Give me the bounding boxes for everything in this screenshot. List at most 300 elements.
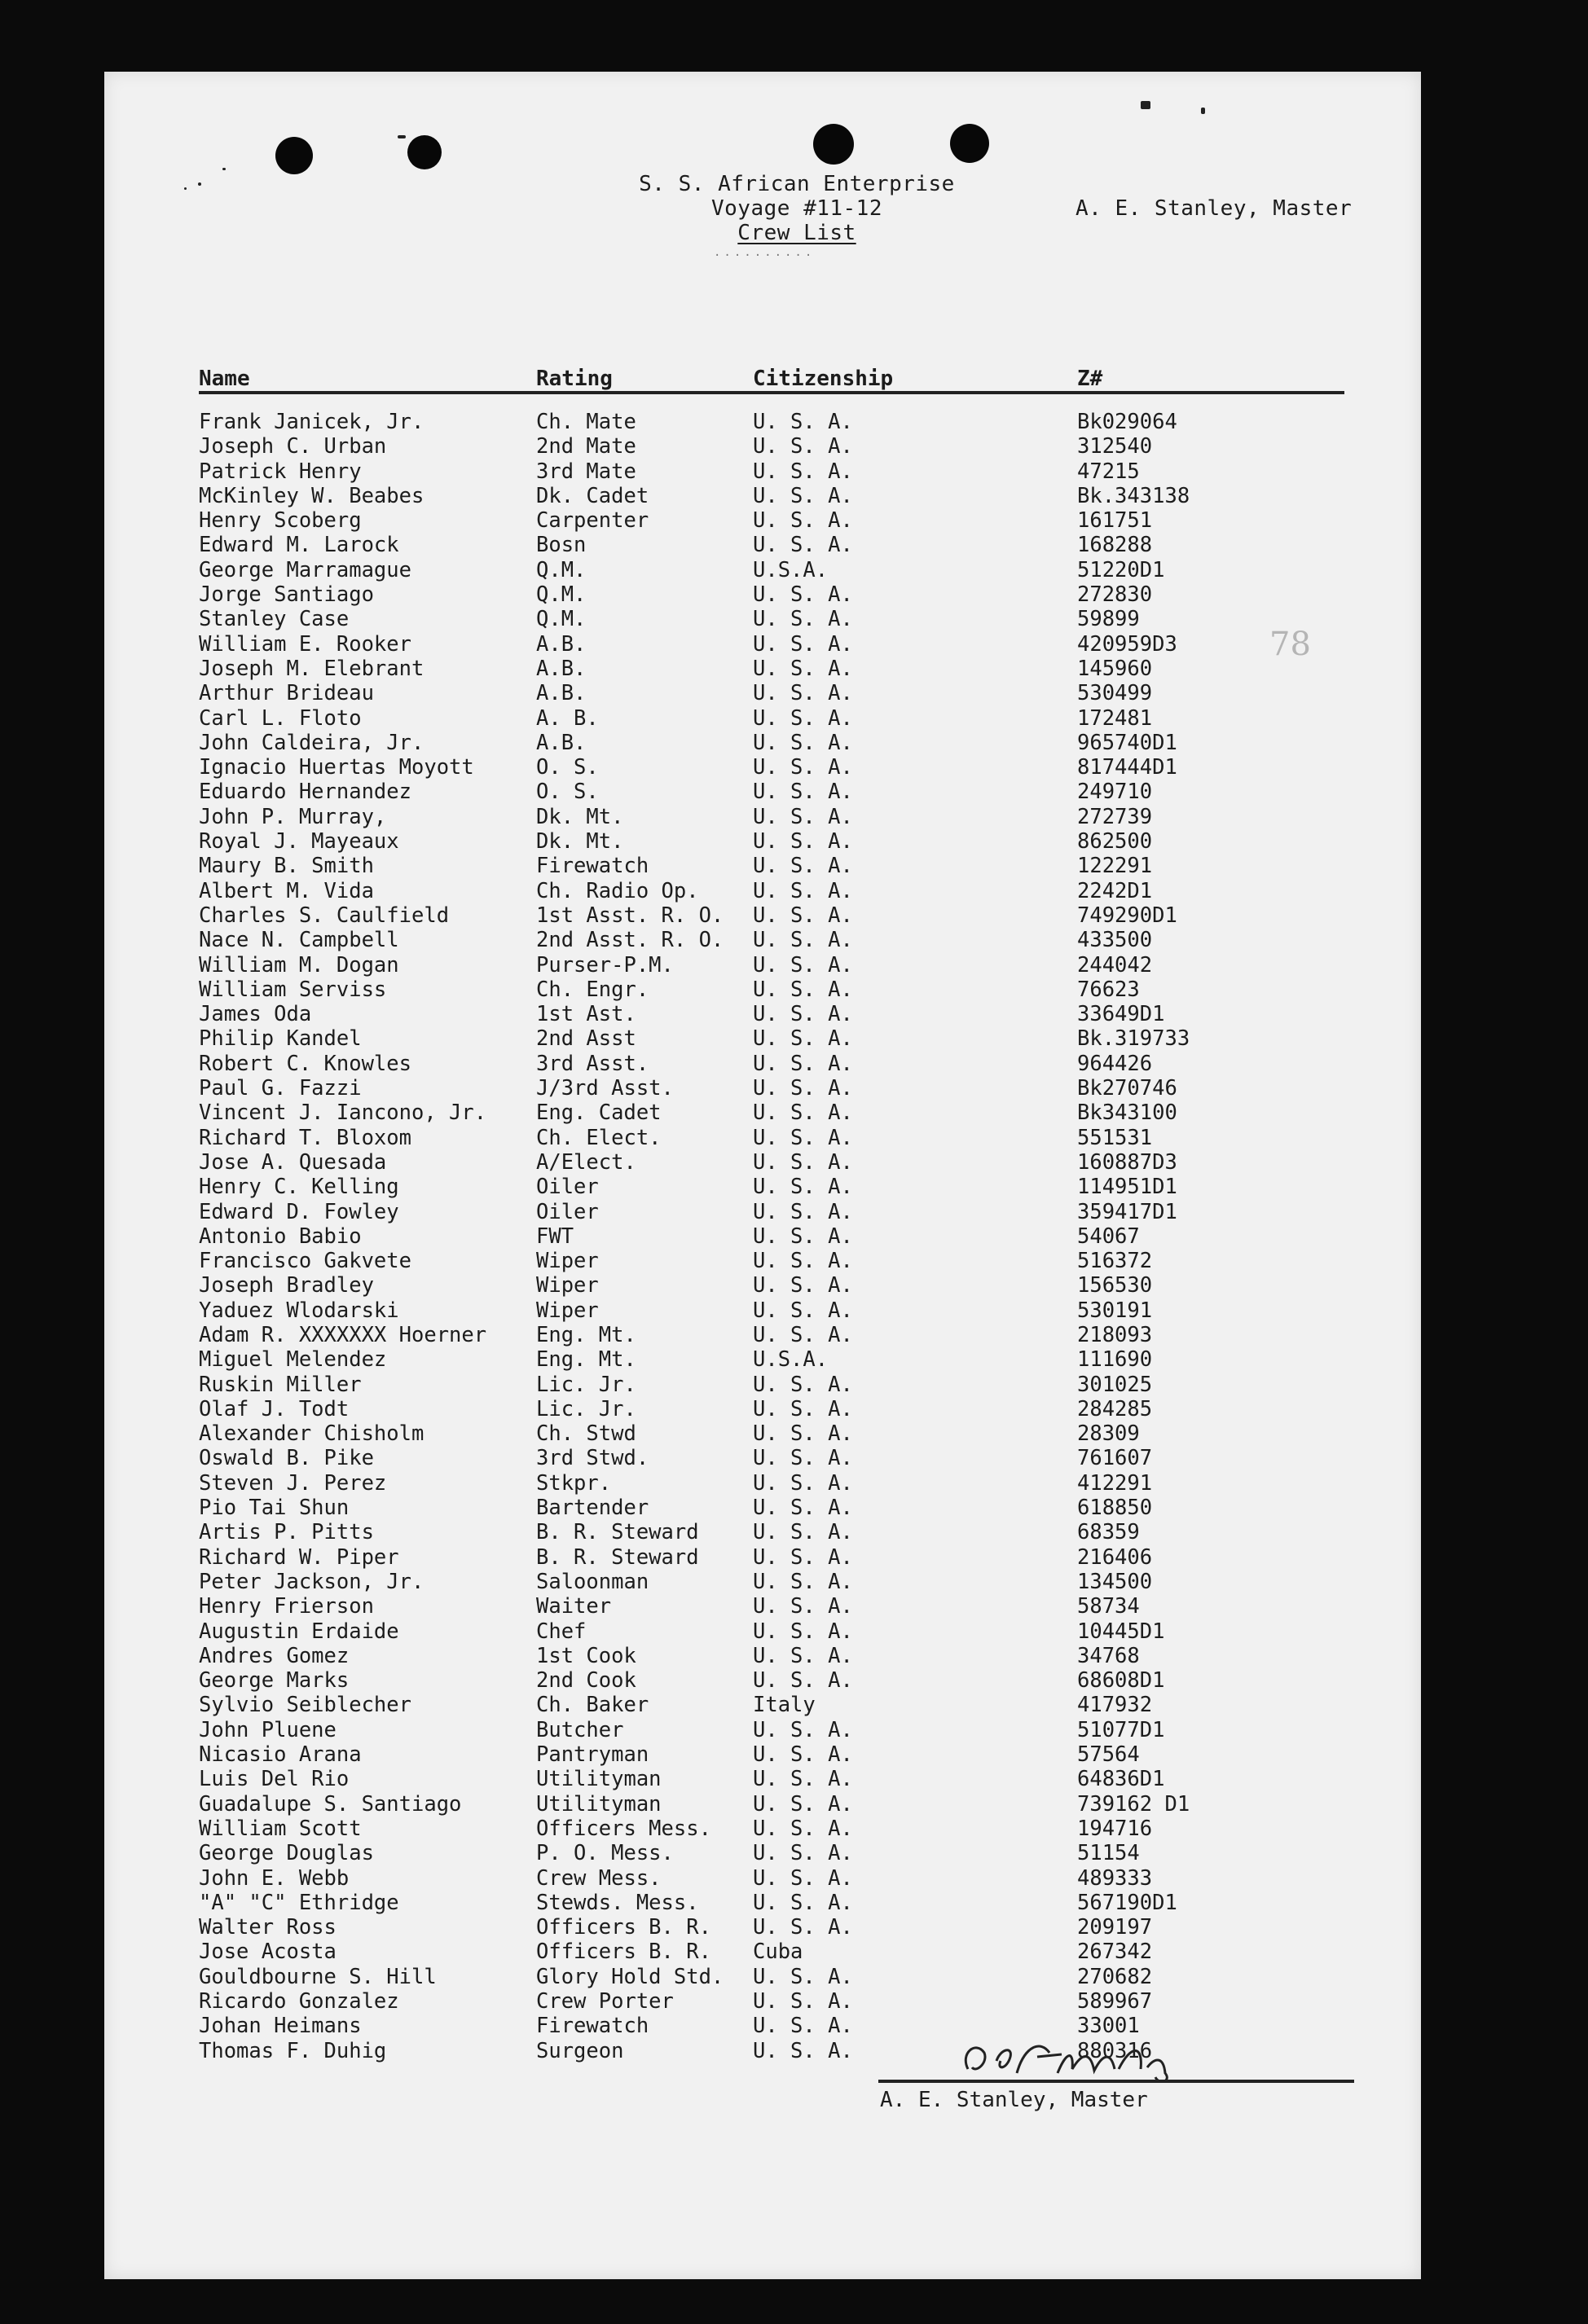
crew-name: Olaf J. Todt xyxy=(199,1396,350,1421)
crew-rating: Waiter xyxy=(536,1594,612,1619)
crew-citizenship: U. S. A. xyxy=(753,1446,853,1471)
crew-row xyxy=(199,1076,1421,1100)
crew-rating: Dk. Mt. xyxy=(536,804,624,829)
crew-row xyxy=(199,879,1421,903)
crew-z-number: 244042 xyxy=(1077,952,1153,977)
crew-rating: Dk. Cadet xyxy=(536,483,649,508)
crew-z-number: 33649D1 xyxy=(1077,1002,1165,1027)
crew-row xyxy=(199,1767,1421,1791)
crew-name: Philip Kandel xyxy=(199,1026,362,1052)
crew-rating: Ch. Radio Op. xyxy=(536,878,699,903)
crew-name: James Oda xyxy=(199,1002,312,1027)
crew-name: Carl L. Floto xyxy=(199,705,362,731)
crew-rating: A/Elect. xyxy=(536,1149,636,1175)
signature-printed-name: A. E. Stanley, Master xyxy=(880,2088,1148,2112)
crew-rating: A.B. xyxy=(536,730,587,755)
crew-z-number: Bk029064 xyxy=(1077,410,1177,434)
crew-z-number: 489333 xyxy=(1077,1865,1153,1891)
crew-row xyxy=(199,681,1421,705)
crew-rating: Officers Mess. xyxy=(536,1816,711,1841)
crew-row xyxy=(199,1026,1421,1051)
crew-z-number: 312540 xyxy=(1077,434,1153,459)
crew-citizenship: U. S. A. xyxy=(753,1396,853,1421)
crew-rating: Stkpr. xyxy=(536,1470,612,1496)
punch-hole xyxy=(813,124,854,165)
crew-row xyxy=(199,953,1421,977)
crew-row xyxy=(199,410,1421,434)
crew-rating: Q.M. xyxy=(536,582,587,608)
crew-citizenship: U. S. A. xyxy=(753,1964,853,1989)
crew-rating: Lic. Jr. xyxy=(536,1396,636,1421)
crew-citizenship: U. S. A. xyxy=(753,631,853,657)
signature-line xyxy=(878,2080,1354,2083)
crew-z-number: 57564 xyxy=(1077,1742,1140,1768)
crew-z-number: 68608D1 xyxy=(1077,1668,1165,1694)
crew-rating: Eng. Mt. xyxy=(536,1347,636,1373)
crew-rating: J/3rd Asst. xyxy=(536,1076,674,1101)
crew-row xyxy=(199,1619,1421,1644)
crew-z-number: 59899 xyxy=(1077,607,1140,632)
crew-z-number: 194716 xyxy=(1077,1816,1153,1841)
crew-z-number: 761607 xyxy=(1077,1446,1153,1471)
crew-row xyxy=(199,903,1421,928)
crew-citizenship: U. S. A. xyxy=(753,1643,853,1668)
document-page xyxy=(104,72,1421,2279)
crew-row xyxy=(199,558,1421,582)
crew-name: Pio Tai Shun xyxy=(199,1496,350,1521)
crew-citizenship: U. S. A. xyxy=(753,1496,853,1521)
crew-name: Francisco Gakvete xyxy=(199,1249,411,1274)
crew-rating: O. S. xyxy=(536,755,599,780)
crew-z-number: 145960 xyxy=(1077,656,1153,681)
crew-citizenship: U. S. A. xyxy=(753,508,853,534)
crew-z-number: 10445D1 xyxy=(1077,1619,1165,1644)
crew-name: Albert M. Vida xyxy=(199,878,374,903)
crew-name: William Scott xyxy=(199,1816,362,1841)
crew-row xyxy=(199,854,1421,878)
crew-citizenship: U. S. A. xyxy=(753,1865,853,1891)
crew-name: Jose Acosta xyxy=(199,1940,337,1965)
crew-z-number: 51077D1 xyxy=(1077,1717,1165,1742)
crew-name: Yaduez Wlodarski xyxy=(199,1298,399,1323)
crew-row xyxy=(199,928,1421,952)
crew-rating: Oiler xyxy=(536,1199,599,1224)
crew-citizenship: U. S. A. xyxy=(753,1100,853,1126)
crew-rating: 2nd Cook xyxy=(536,1668,636,1694)
crew-z-number: 359417D1 xyxy=(1077,1199,1177,1224)
crew-row xyxy=(199,1347,1421,1372)
crew-row xyxy=(199,484,1421,508)
crew-rating: Butcher xyxy=(536,1717,624,1742)
crew-row xyxy=(199,780,1421,804)
crew-citizenship: U. S. A. xyxy=(753,854,853,879)
crew-citizenship: U. S. A. xyxy=(753,656,853,681)
column-header-citizenship: Citizenship xyxy=(753,367,894,391)
crew-citizenship: U. S. A. xyxy=(753,977,853,1002)
crew-rating: B. R. Steward xyxy=(536,1520,699,1545)
header-rule xyxy=(199,391,1344,394)
crew-z-number: 964426 xyxy=(1077,1051,1153,1076)
crew-rating: Wiper xyxy=(536,1249,599,1274)
crew-row xyxy=(199,1249,1421,1273)
crew-z-number: 589967 xyxy=(1077,1989,1153,2014)
crew-rating: P. O. Mess. xyxy=(536,1841,674,1866)
crew-name: Paul G. Fazzi xyxy=(199,1076,362,1101)
crew-list xyxy=(199,410,1421,2063)
crew-citizenship: U. S. A. xyxy=(753,804,853,829)
crew-name: George Marks xyxy=(199,1668,350,1694)
crew-row xyxy=(199,1126,1421,1150)
crew-rating: 2nd Mate xyxy=(536,434,636,459)
crew-z-number: 114951D1 xyxy=(1077,1175,1177,1200)
crew-z-number: 301025 xyxy=(1077,1372,1153,1397)
crew-row xyxy=(199,1570,1421,1594)
speck xyxy=(222,168,226,170)
crew-rating: O. S. xyxy=(536,780,599,805)
crew-z-number: 58734 xyxy=(1077,1594,1140,1619)
crew-row xyxy=(199,1224,1421,1249)
decorative-dots: .......... xyxy=(714,246,816,259)
punch-hole xyxy=(275,137,313,174)
crew-name: William Serviss xyxy=(199,977,387,1002)
crew-z-number: 47215 xyxy=(1077,459,1140,484)
crew-citizenship: U. S. A. xyxy=(753,1224,853,1249)
crew-name: Ignacio Huertas Moyott xyxy=(199,755,474,780)
crew-z-number: 156530 xyxy=(1077,1273,1153,1298)
crew-rating: 1st Asst. R. O. xyxy=(536,903,724,928)
crew-citizenship: U. S. A. xyxy=(753,1890,853,1915)
crew-row xyxy=(199,1742,1421,1767)
crew-citizenship: U. S. A. xyxy=(753,1569,853,1594)
crew-row xyxy=(199,1421,1421,1446)
crew-rating: Purser-P.M. xyxy=(536,952,674,977)
voyage-number: Voyage #11-12 xyxy=(711,196,882,221)
crew-row xyxy=(199,1273,1421,1298)
crew-citizenship: U. S. A. xyxy=(753,1767,853,1792)
crew-z-number: 51220D1 xyxy=(1077,557,1165,582)
crew-citizenship: U. S. A. xyxy=(753,1322,853,1347)
crew-rating: Pantryman xyxy=(536,1742,649,1768)
crew-name: Richard W. Piper xyxy=(199,1544,399,1570)
crew-row xyxy=(199,1100,1421,1125)
crew-name: Vincent J. Iancono, Jr. xyxy=(199,1100,487,1126)
crew-name: Alexander Chisholm xyxy=(199,1421,424,1447)
crew-name: Stanley Case xyxy=(199,607,350,632)
crew-citizenship: U. S. A. xyxy=(753,1594,853,1619)
crew-z-number: 2242D1 xyxy=(1077,878,1153,903)
speck xyxy=(1201,108,1205,114)
crew-name: William M. Dogan xyxy=(199,952,399,977)
crew-rating: 3rd Asst. xyxy=(536,1051,649,1076)
crew-row xyxy=(199,582,1421,607)
crew-citizenship: U. S. A. xyxy=(753,1026,853,1052)
crew-z-number: 817444D1 xyxy=(1077,755,1177,780)
crew-citizenship: U. S. A. xyxy=(753,1175,853,1200)
crew-rating: Ch. Elect. xyxy=(536,1125,662,1150)
crew-row xyxy=(199,1693,1421,1717)
crew-name: Joseph M. Elebrant xyxy=(199,656,424,681)
crew-citizenship: Italy xyxy=(753,1693,816,1718)
crew-name: Henry C. Kelling xyxy=(199,1175,399,1200)
crew-row xyxy=(199,632,1421,657)
crew-rating: Bosn xyxy=(536,533,587,558)
crew-citizenship: U. S. A. xyxy=(753,1619,853,1644)
crew-rating: Officers B. R. xyxy=(536,1915,711,1940)
crew-citizenship: U. S. A. xyxy=(753,1717,853,1742)
crew-z-number: 420959D3 xyxy=(1077,631,1177,657)
speck xyxy=(398,135,406,138)
crew-z-number: 516372 xyxy=(1077,1249,1153,1274)
crew-citizenship: U.S.A. xyxy=(753,1347,829,1373)
crew-z-number: Bk.343138 xyxy=(1077,483,1190,508)
column-header-rating: Rating xyxy=(536,367,613,391)
crew-name: Luis Del Rio xyxy=(199,1767,350,1792)
crew-name: Guadalupe S. Santiago xyxy=(199,1791,462,1817)
crew-name: Patrick Henry xyxy=(199,459,362,484)
crew-z-number: 54067 xyxy=(1077,1224,1140,1249)
crew-z-number: 267342 xyxy=(1077,1940,1153,1965)
crew-row xyxy=(199,459,1421,484)
crew-z-number: 161751 xyxy=(1077,508,1153,534)
crew-z-number: 739162 D1 xyxy=(1077,1791,1190,1817)
crew-row xyxy=(199,829,1421,854)
crew-citizenship: U. S. A. xyxy=(753,1051,853,1076)
crew-citizenship: U. S. A. xyxy=(753,780,853,805)
crew-rating: Eng. Mt. xyxy=(536,1322,636,1347)
crew-row xyxy=(199,533,1421,557)
crew-name: John E. Webb xyxy=(199,1865,350,1891)
crew-citizenship: Cuba xyxy=(753,1940,803,1965)
crew-name: Thomas F. Duhig xyxy=(199,2038,387,2063)
crew-citizenship: U. S. A. xyxy=(753,1742,853,1768)
crew-rating: 3rd Stwd. xyxy=(536,1446,649,1471)
crew-name: Joseph C. Urban xyxy=(199,434,387,459)
crew-name: Eduardo Hernandez xyxy=(199,780,411,805)
crew-rating: Chef xyxy=(536,1619,587,1644)
crew-z-number: 168288 xyxy=(1077,533,1153,558)
crew-citizenship: U. S. A. xyxy=(753,2038,853,2063)
crew-citizenship: U. S. A. xyxy=(753,952,853,977)
crew-name: Royal J. Mayeaux xyxy=(199,829,399,854)
crew-row xyxy=(199,1668,1421,1693)
crew-row xyxy=(199,1817,1421,1841)
crew-z-number: 76623 xyxy=(1077,977,1140,1002)
column-header-z: Z# xyxy=(1077,367,1103,391)
crew-citizenship: U.S.A. xyxy=(753,557,829,582)
crew-citizenship: U. S. A. xyxy=(753,434,853,459)
crew-z-number: 172481 xyxy=(1077,705,1153,731)
punch-hole xyxy=(407,135,442,169)
crew-rating: Firewatch xyxy=(536,2014,649,2039)
crew-name: Artis P. Pitts xyxy=(199,1520,374,1545)
crew-z-number: 749290D1 xyxy=(1077,903,1177,928)
crew-z-number: 51154 xyxy=(1077,1841,1140,1866)
document-title: Crew List xyxy=(737,221,856,245)
crew-name: Arthur Brideau xyxy=(199,681,374,706)
crew-name: Joseph Bradley xyxy=(199,1273,374,1298)
crew-citizenship: U. S. A. xyxy=(753,1076,853,1101)
crew-rating: Lic. Jr. xyxy=(536,1372,636,1397)
crew-z-number: 965740D1 xyxy=(1077,730,1177,755)
crew-citizenship: U. S. A. xyxy=(753,483,853,508)
crew-citizenship: U. S. A. xyxy=(753,1989,853,2014)
crew-z-number: 209197 xyxy=(1077,1915,1153,1940)
crew-name: Richard T. Bloxom xyxy=(199,1125,411,1150)
crew-name: Jose A. Quesada xyxy=(199,1149,387,1175)
crew-name: Frank Janicek, Jr. xyxy=(199,410,424,434)
crew-rating: Crew Porter xyxy=(536,1989,674,2014)
crew-name: Adam R. XXXXXXX Hoerner xyxy=(199,1322,487,1347)
crew-row xyxy=(199,1915,1421,1940)
crew-z-number: 412291 xyxy=(1077,1470,1153,1496)
crew-citizenship: U. S. A. xyxy=(753,730,853,755)
crew-row xyxy=(199,1373,1421,1397)
crew-z-number: Bk270746 xyxy=(1077,1076,1177,1101)
crew-z-number: 216406 xyxy=(1077,1544,1153,1570)
crew-name: Edward M. Larock xyxy=(199,533,399,558)
crew-row xyxy=(199,508,1421,533)
crew-z-number: 68359 xyxy=(1077,1520,1140,1545)
crew-rating: Surgeon xyxy=(536,2038,624,2063)
crew-name: Andres Gomez xyxy=(199,1643,350,1668)
crew-rating: FWT xyxy=(536,1224,574,1249)
crew-z-number: 618850 xyxy=(1077,1496,1153,1521)
crew-citizenship: U. S. A. xyxy=(753,829,853,854)
crew-citizenship: U. S. A. xyxy=(753,1841,853,1866)
crew-rating: Saloonman xyxy=(536,1569,649,1594)
crew-rating: Carpenter xyxy=(536,508,649,534)
crew-row xyxy=(199,2014,1421,2038)
crew-citizenship: U. S. A. xyxy=(753,410,853,434)
crew-z-number: 218093 xyxy=(1077,1322,1153,1347)
crew-row xyxy=(199,1200,1421,1224)
crew-rating: B. R. Steward xyxy=(536,1544,699,1570)
crew-row xyxy=(199,1792,1421,1817)
crew-name: Henry Frierson xyxy=(199,1594,374,1619)
crew-z-number: 249710 xyxy=(1077,780,1153,805)
crew-rating: A. B. xyxy=(536,705,599,731)
crew-name: Oswald B. Pike xyxy=(199,1446,374,1471)
crew-row xyxy=(199,731,1421,755)
crew-z-number: 34768 xyxy=(1077,1643,1140,1668)
crew-z-number: 417932 xyxy=(1077,1693,1153,1718)
crew-z-number: 28309 xyxy=(1077,1421,1140,1447)
crew-citizenship: U. S. A. xyxy=(753,1149,853,1175)
crew-name: William E. Rooker xyxy=(199,631,411,657)
crew-z-number: 862500 xyxy=(1077,829,1153,854)
crew-row xyxy=(199,1175,1421,1199)
crew-rating: 1st Ast. xyxy=(536,1002,636,1027)
crew-name: Walter Ross xyxy=(199,1915,337,1940)
crew-name: "A" "C" Ethridge xyxy=(199,1890,399,1915)
crew-rating: A.B. xyxy=(536,631,587,657)
crew-row xyxy=(199,607,1421,631)
crew-rating: Eng. Cadet xyxy=(536,1100,662,1126)
crew-row xyxy=(199,1052,1421,1076)
crew-name: Johan Heimans xyxy=(199,2014,362,2039)
crew-z-number: 270682 xyxy=(1077,1964,1153,1989)
crew-name: George Marramague xyxy=(199,557,411,582)
crew-rating: 2nd Asst xyxy=(536,1026,636,1052)
crew-citizenship: U. S. A. xyxy=(753,903,853,928)
crew-citizenship: U. S. A. xyxy=(753,878,853,903)
crew-citizenship: U. S. A. xyxy=(753,1421,853,1447)
crew-row xyxy=(199,1594,1421,1619)
crew-name: Nicasio Arana xyxy=(199,1742,362,1768)
crew-name: Charles S. Caulfield xyxy=(199,903,450,928)
crew-citizenship: U. S. A. xyxy=(753,459,853,484)
crew-name: Jorge Santiago xyxy=(199,582,374,608)
crew-citizenship: U. S. A. xyxy=(753,582,853,608)
crew-z-number: 122291 xyxy=(1077,854,1153,879)
crew-citizenship: U. S. A. xyxy=(753,1249,853,1274)
crew-row xyxy=(199,1718,1421,1742)
crew-citizenship: U. S. A. xyxy=(753,1298,853,1323)
crew-name: Ricardo Gonzalez xyxy=(199,1989,399,2014)
crew-rating: Ch. Baker xyxy=(536,1693,649,1718)
crew-name: Edward D. Fowley xyxy=(199,1199,399,1224)
crew-z-number: 134500 xyxy=(1077,1569,1153,1594)
crew-citizenship: U. S. A. xyxy=(753,928,853,953)
crew-row xyxy=(199,1965,1421,1989)
crew-citizenship: U. S. A. xyxy=(753,607,853,632)
crew-citizenship: U. S. A. xyxy=(753,1125,853,1150)
crew-row xyxy=(199,1002,1421,1026)
crew-rating: Utilityman xyxy=(536,1767,662,1792)
crew-citizenship: U. S. A. xyxy=(753,1816,853,1841)
crew-rating: Q.M. xyxy=(536,607,587,632)
crew-rating: 3rd Mate xyxy=(536,459,636,484)
crew-name: Miguel Melendez xyxy=(199,1347,387,1373)
crew-z-number: 433500 xyxy=(1077,928,1153,953)
crew-row xyxy=(199,1841,1421,1865)
crew-rating: Oiler xyxy=(536,1175,599,1200)
crew-rating: Ch. Stwd xyxy=(536,1421,636,1447)
crew-name: John Pluene xyxy=(199,1717,337,1742)
crew-row xyxy=(199,1298,1421,1323)
crew-name: John P. Murray, xyxy=(199,804,387,829)
crew-name: Peter Jackson, Jr. xyxy=(199,1569,424,1594)
crew-rating: Ch. Engr. xyxy=(536,977,649,1002)
crew-rating: Stewds. Mess. xyxy=(536,1890,699,1915)
speck xyxy=(1141,101,1150,109)
crew-rating: Wiper xyxy=(536,1298,599,1323)
crew-row xyxy=(199,434,1421,459)
master-name: A. E. Stanley, Master xyxy=(1076,196,1353,221)
crew-rating: Firewatch xyxy=(536,854,649,879)
signature-handwriting xyxy=(952,2036,1278,2085)
crew-citizenship: U. S. A. xyxy=(753,755,853,780)
crew-row xyxy=(199,1891,1421,1915)
crew-z-number: 33001 xyxy=(1077,2014,1140,2039)
crew-citizenship: U. S. A. xyxy=(753,1791,853,1817)
crew-row xyxy=(199,1989,1421,2014)
crew-row xyxy=(199,1496,1421,1520)
crew-citizenship: U. S. A. xyxy=(753,1002,853,1027)
crew-name: McKinley W. Beabes xyxy=(199,483,424,508)
crew-rating: Q.M. xyxy=(536,557,587,582)
crew-citizenship: U. S. A. xyxy=(753,1199,853,1224)
crew-row xyxy=(199,706,1421,731)
crew-name: John Caldeira, Jr. xyxy=(199,730,424,755)
crew-rating: Utilityman xyxy=(536,1791,662,1817)
crew-name: Augustin Erdaide xyxy=(199,1619,399,1644)
crew-z-number: 160887D3 xyxy=(1077,1149,1177,1175)
crew-citizenship: U. S. A. xyxy=(753,1544,853,1570)
crew-citizenship: U. S. A. xyxy=(753,533,853,558)
crew-z-number: 272830 xyxy=(1077,582,1153,608)
crew-citizenship: U. S. A. xyxy=(753,1372,853,1397)
